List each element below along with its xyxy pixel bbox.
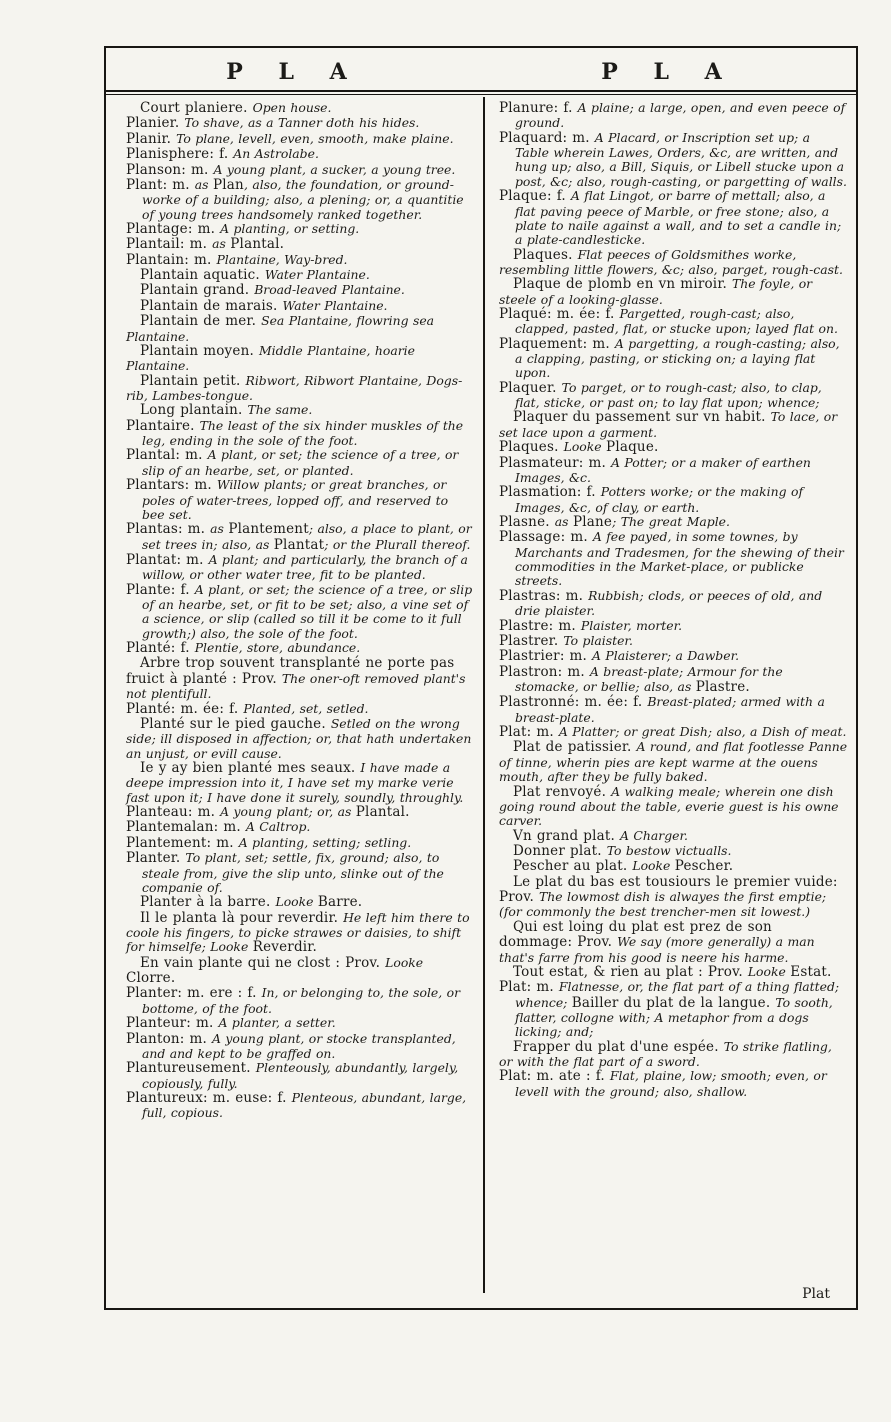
dictionary-entry — [499, 695, 848, 725]
dictionary-entry — [499, 307, 848, 337]
dictionary-entry — [499, 337, 848, 381]
entry-headword: Plaques. — [513, 246, 578, 263]
entry-headword: Plantain moyen. — [140, 342, 259, 359]
entry-headword: Planteur: m. — [126, 1015, 219, 1032]
dictionary-entry — [126, 222, 475, 237]
dictionary-entry — [126, 805, 475, 820]
entry-headword: Plasmateur: m. — [499, 454, 612, 471]
right-column — [485, 97, 856, 1293]
entry-headword: Plane — [572, 514, 613, 530]
dictionary-entry — [126, 986, 475, 1016]
entry-headword: Plantement: m. — [126, 834, 239, 851]
entry-headword: Plantars: m. — [126, 477, 217, 494]
dictionary-sub-entry — [126, 314, 475, 344]
entry-gloss: A Charger. — [620, 827, 688, 843]
dictionary-sub-entry — [499, 410, 848, 440]
entry-gloss: Looke — [632, 858, 675, 874]
entry-gloss: Pargetted, rough-cast; also, clapped, pasted, flat, or stucke upon; layed flat on. — [515, 305, 838, 337]
entry-headword: Planton: m. — [126, 1030, 213, 1047]
entry-headword: Plantage: m. — [126, 220, 221, 237]
dictionary-entry — [499, 634, 848, 649]
entry-headword: En vain plante qui ne clost : Prov. — [140, 954, 386, 971]
entry-headword: Plantat — [273, 536, 325, 553]
dictionary-sub-entry — [126, 911, 475, 956]
entry-headword: Bailler du plat de la langue. — [571, 994, 776, 1011]
entry-headword: Planter: m. ere : f. — [126, 985, 262, 1002]
dictionary-entry — [126, 1091, 475, 1121]
dictionary-sub-entry — [126, 956, 475, 987]
entry-gloss: A plaine; a large, open, and even peece of ground. — [515, 100, 846, 131]
entry-gloss: Breast-plated; armed with a breast-plate. — [515, 694, 825, 725]
entry-gloss: A flat Lingot, or barre of mettall; also, a flat paving peece of Marble, or free stone; also, a plate to naile against a wall, and to set a candle in; a plate-candlesticke. — [515, 188, 842, 248]
entry-headword: Planure: f. — [499, 100, 578, 116]
entry-gloss: To plant, set; settle, fix, ground; also, to steale from, give the slip unto, slinke out of the companie of. — [142, 850, 444, 895]
entry-gloss: A breast-plate; Armour for the stomacke, or bellie; also, as — [515, 663, 783, 694]
entry-gloss: A round, and flat footlesse Panne of tinne, wherin pies are kept warme at the ouens mouth, after they be fully baked. — [499, 739, 848, 785]
dictionary-sub-entry — [126, 374, 475, 404]
entry-gloss: A young plant; or, as — [220, 804, 356, 820]
entry-headword: Plantureusement. — [126, 1060, 256, 1077]
entry-headword: Planté: f. — [126, 640, 195, 657]
entry-gloss: Ribwort, Ribwort Plantaine, Dogs-rib, Lambes-tongue. — [126, 372, 463, 403]
entry-headword: Planir. — [126, 130, 177, 147]
dictionary-entry — [126, 147, 475, 162]
entry-headword: Estat. — [790, 963, 832, 980]
dictionary-entry — [499, 649, 848, 664]
entry-headword: Planisphere: f. — [126, 146, 234, 163]
entry-headword: Barre. — [317, 894, 363, 911]
dictionary-entry — [126, 641, 475, 656]
entry-gloss: as — [554, 514, 573, 529]
entry-gloss: To lace, or set lace upon a garment. — [499, 409, 838, 440]
entry-headword: Plastrier: m. — [499, 648, 593, 665]
dictionary-sub-entry — [499, 844, 848, 859]
entry-headword: Plantain de mer. — [140, 313, 262, 330]
dictionary-entry — [126, 702, 475, 717]
entry-gloss: To bestow victualls. — [606, 842, 732, 858]
entry-gloss: ; or the Plurall thereof. — [324, 536, 471, 552]
dictionary-entry — [499, 619, 848, 634]
entry-gloss: Looke — [563, 439, 607, 455]
entry-headword: Planier. — [126, 115, 185, 132]
entry-headword: Plantemalan: m. — [126, 819, 246, 836]
entry-gloss: In, or belonging to, the sole, or bottome, of the foot. — [142, 985, 461, 1016]
entry-gloss: The same. — [247, 402, 313, 418]
entry-headword: Plat de patissier. — [513, 739, 637, 756]
entry-gloss: Willow plants; or great branches, or poles of water-trees, lopped off, and reserved to bee set. — [142, 477, 449, 522]
dictionary-entry — [126, 836, 475, 851]
entry-headword: Reverdir. — [252, 939, 317, 956]
entry-headword: Plaquer. — [499, 379, 562, 396]
entry-gloss: To plane, levell, even, smooth, make plaine. — [176, 130, 454, 146]
entry-headword: Plastre. — [695, 679, 750, 695]
entry-gloss: He left him there to coole his fingers, to picke strawes or daisies, to shift for himselfe; Looke — [126, 909, 470, 955]
entry-headword: Plastras: m. — [499, 587, 589, 604]
entry-gloss: A pargetting, a rough-casting; also, a clapping, pasting, or sticking on; a laying flat upon. — [515, 335, 840, 381]
dictionary-entry — [499, 485, 848, 515]
dictionary-entry — [126, 583, 475, 641]
dictionary-entry — [126, 163, 475, 178]
dictionary-entry — [126, 1032, 475, 1062]
dictionary-sub-entry — [126, 101, 475, 116]
running-head-right: P L A — [601, 59, 736, 85]
entry-gloss: The least of the six hinder muskles of the leg, ending in the sole of the foot. — [142, 417, 464, 449]
dictionary-sub-entry — [126, 656, 475, 701]
entry-headword: Pescher au plat. — [513, 858, 633, 875]
entry-headword: Plaquement: m. — [499, 335, 615, 352]
entry-headword: Plasmation: f. — [499, 484, 601, 501]
entry-headword: Court planiere. — [140, 100, 253, 116]
entry-headword: Plaque. — [606, 439, 659, 456]
entry-headword: Plantal. — [355, 804, 410, 821]
dictionary-entry — [499, 665, 848, 696]
entry-headword: Donner plat. — [513, 842, 607, 859]
entry-headword: Plantain: m. — [126, 251, 217, 268]
entry-headword: Planson: m. — [126, 161, 214, 178]
entry-headword: Long plantain. — [140, 402, 248, 419]
entry-headword: Vn grand plat. — [513, 827, 621, 844]
entry-gloss: Plenteous, abundant, large, full, copious. — [142, 1090, 467, 1121]
entry-headword: Plastre: m. — [499, 617, 581, 634]
header-rule — [106, 90, 856, 95]
entry-gloss: To plaister. — [563, 632, 633, 648]
entry-gloss: Plantaine, Way-bred. — [216, 251, 348, 267]
entry-headword: Plantain petit. — [140, 372, 246, 389]
entry-gloss: To parget, or to rough-cast; also, to clap, flat, sticke, or past on; to lay flat upon; whence; — [515, 379, 822, 411]
entry-gloss: A plant; and particularly, the branch of a willow, or other water tree, fit to be planted. — [142, 551, 468, 583]
entry-gloss: Potters worke; or the making of Images, &c, of clay, or earth. — [515, 484, 804, 515]
entry-gloss: as — [194, 176, 213, 192]
entry-headword: Plantaire. — [126, 417, 200, 434]
entry-gloss: Plaister, morter. — [580, 617, 683, 633]
dictionary-sub-entry — [499, 248, 848, 278]
entry-gloss: A Caltrop. — [245, 819, 311, 835]
entry-gloss: A young plant, a sucker, a young tree. — [213, 161, 456, 177]
catchword: Plat — [802, 1286, 830, 1302]
entry-gloss: Plentie, store, abundance. — [194, 640, 361, 656]
entry-headword: Plaque: f. — [499, 188, 571, 205]
dictionary-entry — [499, 725, 848, 740]
entry-gloss: A Platter; or great Dish; also, a Dish of meat. — [558, 724, 847, 740]
entry-headword: Plantement — [228, 521, 309, 538]
entry-headword: Plastronné: m. ée: f. — [499, 694, 648, 711]
entry-gloss: Broad-leaved Plantaine. — [254, 282, 405, 298]
dictionary-entry — [499, 381, 848, 411]
dictionary-sub-entry — [499, 277, 848, 307]
entry-gloss: The lowmost dish is alwayes the first emptie; (for commonly the best trencher-men sit lowest.) — [499, 889, 827, 920]
entry-gloss: Sea Plantaine, flowring sea Plantaine. — [126, 313, 435, 344]
entry-gloss: , also, the foundation, or ground-worke of a building; also, a plening; or, a quantitie of young trees handsomely ranked together. — [142, 176, 464, 222]
entry-headword: Pescher. — [674, 858, 734, 875]
entry-gloss: To sooth, flatter, collogne with; A metaphor from a dogs licking; and; — [515, 994, 833, 1040]
dictionary-entry — [499, 189, 848, 247]
dictionary-entry — [499, 589, 848, 619]
entry-gloss: A planting, setting; setling. — [238, 834, 412, 850]
entry-gloss: Rubbish; clods, or peeces of old, and drie plaister. — [515, 587, 823, 619]
entry-gloss: A young plant, or stocke transplanted, and and kept to be graffed on. — [142, 1030, 456, 1061]
entry-gloss: ; also, a place to plant, or set trees in; also, as — [142, 521, 472, 552]
dictionary-entry — [126, 820, 475, 835]
dictionary-sub-entry — [126, 299, 475, 314]
entry-gloss: To strike flatling, or with the flat part of a sword. — [499, 1038, 832, 1070]
entry-headword: Plant: m. — [126, 176, 195, 193]
dictionary-entry — [126, 1061, 475, 1091]
dictionary-entry — [499, 456, 848, 486]
running-head — [106, 48, 856, 90]
dictionary-sub-entry — [126, 268, 475, 283]
dictionary-sub-entry — [126, 717, 475, 761]
entry-headword: Planteau: m. — [126, 804, 221, 821]
entry-gloss: Water Plantaine. — [264, 267, 370, 283]
entry-headword: Plaqué: m. ée: f. — [499, 305, 620, 322]
entry-gloss: I have made a deepe impression into it, I have set my marke verie fast upon it; I have done it surely, soundly, throughly. — [126, 760, 464, 805]
dictionary-entry — [126, 851, 475, 895]
entry-gloss: A walking meale; wherein one dish going round about the table, everie guest is his owne carver. — [499, 783, 839, 829]
entry-gloss: Looke — [385, 954, 424, 970]
entry-headword: Planté sur le pied gauche. — [140, 715, 331, 732]
dictionary-sub-entry — [126, 344, 475, 374]
entry-gloss: as — [212, 236, 231, 252]
entry-headword: Qui est loing du plat est prez de son dommage: Prov. — [499, 918, 772, 951]
entry-headword: Plantail: m. — [126, 236, 213, 253]
dictionary-sub-entry — [126, 403, 475, 418]
entry-gloss: Flat peeces of Goldsmithes worke, resembling little flowers, &c; also, parget, rough-cast. — [499, 246, 843, 277]
entry-headword: Plaque de plomb en vn miroir. — [513, 276, 732, 293]
entry-headword: Plat: m. — [499, 724, 559, 741]
dictionary-entry — [126, 448, 475, 478]
dictionary-entry — [499, 515, 848, 530]
entry-gloss: A Potter; or a maker of earthen Images, &c. — [515, 454, 811, 485]
entry-headword: Tout estat, & rien au plat : Prov. — [513, 963, 748, 980]
dictionary-entry — [126, 478, 475, 522]
running-head-left: P L A — [226, 59, 361, 85]
text-columns — [106, 97, 856, 1293]
entry-gloss: A planting, or setting. — [220, 220, 360, 236]
entry-headword: Plantain de marais. — [140, 297, 283, 314]
entry-headword: Plaquer du passement sur vn habit. — [513, 409, 771, 426]
entry-headword: Plaquard: m. — [499, 129, 595, 146]
dictionary-sub-entry — [499, 740, 848, 784]
left-column — [106, 97, 483, 1293]
entry-gloss: Flatnesse, or, the flat part of a thing flatted; whence; — [515, 979, 840, 1010]
dictionary-entry — [126, 553, 475, 583]
entry-headword: Plassage: m. — [499, 529, 593, 546]
entry-headword: Planter. — [126, 850, 186, 867]
dictionary-entry — [499, 1069, 848, 1099]
dictionary-entry — [126, 132, 475, 147]
entry-headword: Plan — [212, 176, 244, 193]
entry-gloss: The oner-oft removed plant's not plentifull. — [126, 670, 466, 702]
dictionary-entry — [126, 1016, 475, 1031]
dictionary-entry — [126, 116, 475, 131]
dictionary-entry — [499, 980, 848, 1039]
entry-headword: Plantain aquatic. — [140, 267, 265, 284]
entry-headword: Planté: m. ée: f. — [126, 700, 244, 717]
entry-gloss: Water Plantaine. — [282, 297, 388, 313]
dictionary-sub-entry — [499, 1040, 848, 1070]
dictionary-entry — [126, 522, 475, 553]
dictionary-entry — [126, 178, 475, 222]
dictionary-entry — [126, 237, 475, 252]
entry-gloss: A plant, or set; the science of a tree, or slip of an hearbe, set, or fit to be set; also, a vine set of a science, or slip (called so till it be come to it full growth;) also, the sole of the foot. — [142, 581, 473, 641]
entry-gloss: Looke — [747, 963, 791, 979]
entry-headword: Plantain grand. — [140, 282, 255, 299]
entry-gloss: Middle Plantaine, hoarie Plantaine. — [126, 342, 415, 374]
entry-headword: Plantas: m. — [126, 521, 211, 538]
dictionary-sub-entry — [499, 859, 848, 874]
dictionary-sub-entry — [499, 785, 848, 829]
entry-gloss: A plant, or set; the science of a tree, or slip of an hearbe, set, or planted. — [142, 447, 459, 478]
dictionary-sub-entry — [499, 875, 848, 920]
dictionary-entry — [126, 253, 475, 268]
page-frame — [104, 46, 858, 1310]
entry-gloss: Plenteously, abundantly, largely, copiously, fully. — [142, 1060, 459, 1091]
entry-headword: Plante: f. — [126, 581, 195, 598]
entry-headword: Plastrer. — [499, 632, 564, 649]
dictionary-sub-entry — [126, 895, 475, 910]
entry-gloss: Flat, plaine, low; smooth; even, or levell with the ground; also, shallow. — [515, 1068, 827, 1099]
entry-gloss: To shave, as a Tanner doth his hides. — [184, 115, 420, 131]
entry-gloss: A Placard, or Inscription set up; a Table wherein Lawes, Orders, &c, are written, and hung up; also, a Bill, Siquis, or Libell stucke upon a post, &c; also, rough-casting, or pargetting of walls. — [515, 129, 847, 189]
entry-gloss: The foyle, or steele of a looking-glasse. — [499, 276, 813, 307]
entry-headword: Plaques. — [499, 439, 564, 456]
entry-headword: Plasne. — [499, 514, 555, 530]
entry-headword: Frapper du plat d'une espée. — [513, 1038, 724, 1055]
entry-headword: Plastron: m. — [499, 663, 590, 680]
dictionary-sub-entry — [499, 829, 848, 844]
entry-headword: Plat: m. — [499, 979, 559, 996]
entry-gloss: A fee payed, in some townes, by Marchants and Tradesmen, for the shewing of their commodities in the Market-place, or publicke streets. — [515, 529, 844, 589]
entry-gloss: We say (more generally) a man that's farre from his good is neere his harme. — [499, 934, 815, 965]
entry-headword: Plantal: m. — [126, 447, 208, 464]
entry-gloss: ; The great Maple. — [612, 514, 730, 529]
entry-headword: Clorre. — [126, 970, 176, 987]
dictionary-entry — [499, 440, 848, 455]
entry-headword: Planter à la barre. — [140, 894, 276, 911]
entry-gloss: A planter, a setter. — [218, 1015, 336, 1031]
entry-gloss: Looke — [275, 894, 318, 910]
entry-gloss: An Astrolabe. — [233, 146, 319, 162]
dictionary-entry — [499, 131, 848, 189]
entry-headword: Le plat du bas est tousiours le premier vuide: Prov. — [499, 873, 838, 906]
dictionary-sub-entry — [126, 761, 475, 805]
entry-headword: Plat: m. ate : f. — [499, 1068, 610, 1085]
entry-headword: Plantat: m. — [126, 551, 209, 568]
dictionary-sub-entry — [126, 283, 475, 298]
entry-gloss: Setled on the wrong side; ill disposed in affection; or, that hath undertaken an unjust, or evill cause. — [126, 715, 472, 761]
entry-headword: Il le planta là pour reverdir. — [140, 909, 344, 926]
entry-gloss: Planted, set, setled. — [243, 700, 369, 716]
dictionary-sub-entry — [499, 920, 848, 965]
dictionary-entry — [499, 101, 848, 131]
dictionary-sub-entry — [499, 965, 848, 980]
dictionary-entry — [499, 530, 848, 588]
entry-gloss: as — [210, 521, 229, 537]
entry-headword: Arbre trop souvent transplanté ne porte pas fruict à planté : Prov. — [126, 655, 455, 687]
entry-headword: Plantal. — [230, 236, 285, 253]
entry-headword: Plantureux: m. euse: f. — [126, 1090, 292, 1106]
entry-headword: Ie y ay bien planté mes seaux. — [140, 760, 361, 776]
dictionary-entry — [126, 419, 475, 449]
entry-gloss: A Plaisterer; a Dawber. — [592, 648, 740, 664]
entry-gloss: Open house. — [252, 100, 332, 115]
entry-headword: Plat renvoyé. — [513, 783, 612, 800]
